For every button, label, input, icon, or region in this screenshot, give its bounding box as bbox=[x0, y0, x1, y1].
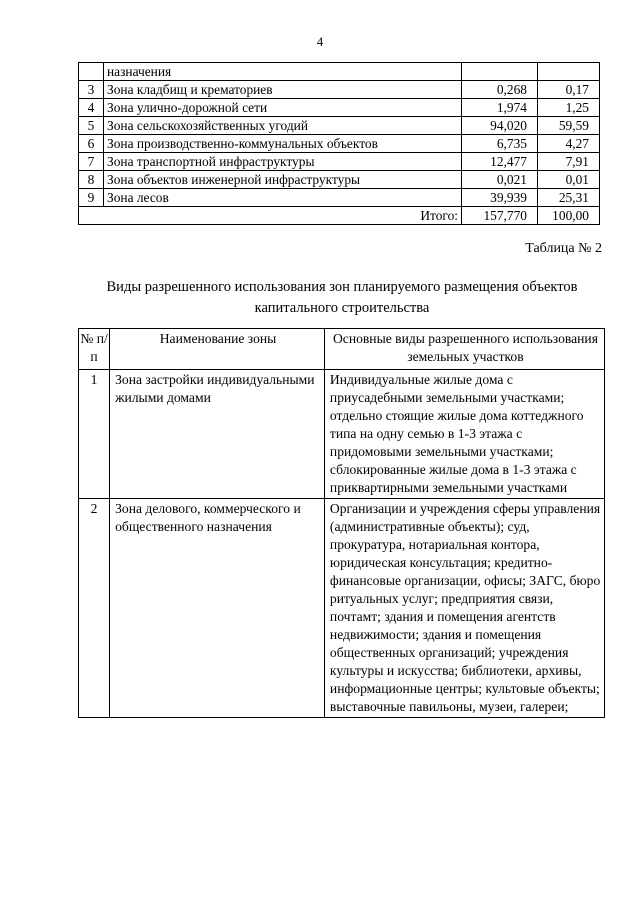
row-number: 5 bbox=[79, 117, 104, 135]
zone-percent: 25,31 bbox=[538, 189, 600, 207]
row-number: 6 bbox=[79, 135, 104, 153]
zone-percent bbox=[538, 63, 600, 81]
zone-name: назначения bbox=[104, 63, 462, 81]
zone-name: Зона кладбищ и крематориев bbox=[104, 81, 462, 99]
zone-percent: 0,17 bbox=[538, 81, 600, 99]
table-row bbox=[79, 153, 600, 171]
zone-uses: Организации и учреждения сферы управления (административные объекты); суд, прокуратура, нотариальная контора, юридическая консультация; кредитно-финансовые организации, офисы; ЗАГС, бюро ритуальных услуг; предприятия связи, почтамт; здания и помещения агентств недвижимости; здания и помещения общественных организаций; учреждения культуры и искусства; библиотеки, архивы, информационные центры; культовые объекты; выставочные павильоны, музеи, галереи; bbox=[324, 499, 604, 718]
zone-area: 0,021 bbox=[462, 171, 538, 189]
zone-name: Зона делового, коммерческого и общественного назначения bbox=[110, 499, 325, 718]
page-number: 4 bbox=[316, 34, 324, 49]
row-number: 8 bbox=[79, 171, 104, 189]
permitted-uses-table bbox=[78, 328, 605, 718]
zone-uses: Индивидуальные жилые дома с приусадебными земельными участками; отдельно стоящие жилые дома коттеджного типа на одну семью в 1-3 этажа с придомовыми земельными участками; сблокированные жилые дома в 1-3 этажа с приквартирными земельными участками bbox=[324, 370, 604, 499]
zones-area-table bbox=[78, 62, 600, 225]
zone-name: Зона лесов bbox=[104, 189, 462, 207]
zone-name: Зона производственно-коммунальных объектов bbox=[104, 135, 462, 153]
table-row bbox=[79, 63, 600, 81]
table-row bbox=[79, 370, 605, 499]
header-uses: Основные виды разрешенного использования земельных участков bbox=[324, 329, 604, 370]
table-row bbox=[79, 189, 600, 207]
table-row bbox=[79, 499, 605, 718]
row-number: 2 bbox=[79, 499, 110, 718]
zone-area: 6,735 bbox=[462, 135, 538, 153]
row-number: 1 bbox=[79, 370, 110, 499]
table-row bbox=[79, 81, 600, 99]
table-row bbox=[79, 99, 600, 117]
zone-percent: 7,91 bbox=[538, 153, 600, 171]
zone-area: 0,268 bbox=[462, 81, 538, 99]
table-title: Виды разрешенного использования зон планируемого размещения объектов капитального строительства bbox=[106, 279, 578, 316]
table-header-row bbox=[79, 329, 605, 370]
row-number bbox=[79, 63, 104, 81]
zone-name: Зона улично-дорожной сети bbox=[104, 99, 462, 117]
zone-name: Зона сельскохозяйственных угодий bbox=[104, 117, 462, 135]
row-number: 9 bbox=[79, 189, 104, 207]
zone-name: Зона застройки индивидуальными жилыми домами bbox=[110, 370, 325, 499]
total-area: 157,770 bbox=[462, 207, 538, 225]
table-row bbox=[79, 135, 600, 153]
row-number: 3 bbox=[79, 81, 104, 99]
zone-percent: 1,25 bbox=[538, 99, 600, 117]
zone-percent: 4,27 bbox=[538, 135, 600, 153]
zone-area: 94,020 bbox=[462, 117, 538, 135]
row-number: 4 bbox=[79, 99, 104, 117]
zone-name: Зона транспортной инфраструктуры bbox=[104, 153, 462, 171]
table-label: Таблица № 2 bbox=[525, 241, 602, 256]
zone-name: Зона объектов инженерной инфраструктуры bbox=[104, 171, 462, 189]
zone-area bbox=[462, 63, 538, 81]
total-label: Итого: bbox=[79, 207, 462, 225]
row-number: 7 bbox=[79, 153, 104, 171]
zone-percent: 0,01 bbox=[538, 171, 600, 189]
table-row bbox=[79, 117, 600, 135]
header-zone-name: Наименование зоны bbox=[110, 329, 325, 370]
zone-percent: 59,59 bbox=[538, 117, 600, 135]
header-number: № п/п bbox=[79, 329, 110, 370]
zone-area: 1,974 bbox=[462, 99, 538, 117]
zone-area: 12,477 bbox=[462, 153, 538, 171]
total-row bbox=[79, 207, 600, 225]
table-row bbox=[79, 171, 600, 189]
total-percent: 100,00 bbox=[538, 207, 600, 225]
zone-area: 39,939 bbox=[462, 189, 538, 207]
